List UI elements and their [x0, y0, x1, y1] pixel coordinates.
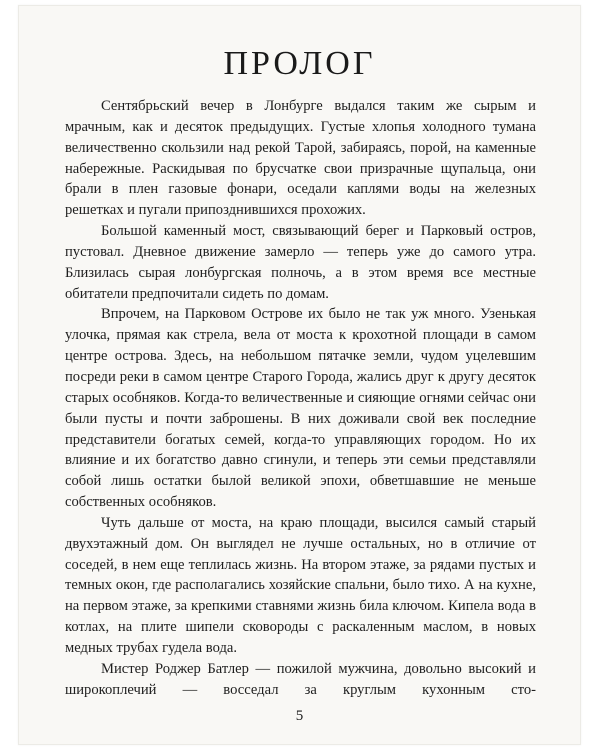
paragraph: Большой каменный мост, связывающий берег и Парковый остров, пустовал. Дневное движение замерло — теперь уже до самого утра. Близилась сырая лонбургская полночь, а в этом время все местные обитатели предпочитали сидеть по домам. — [65, 223, 536, 302]
paragraph: Чуть дальше от моста, на краю площади, высился самый старый двухэтажный дом. Он выглядел не лучше остальных, но в отличие от соседей, в нем еще теплилась жизнь. На втором этаже, за рядами пустых и темных окон, где располагались хозяйские спальни, было тихо. А на кухне, на первом этаже, за крепкими ставнями жизнь била ключом. Кипела вода в котлах, на плите шипели сковороды с раскаленным маслом, в новых медных трубах гудела вода. — [65, 514, 536, 656]
body-text — [65, 96, 536, 700]
paragraph: Мистер Роджер Батлер — пожилой мужчина, довольно высокий и широкоплечий — восседал за круглым кухонным сто- — [65, 660, 536, 698]
book-page — [18, 5, 581, 745]
paragraph: Впрочем, на Парковом Острове их было не так уж много. Узенькая улочка, прямая как стрела, вела от моста к крохотной площади в самом центре острова. Здесь, на небольшом пятачке земли, чудом уцелевшим посреди реки в самом центре Старого Города, жались друг к другу десяток старых особняков. Когда-то величественные и сияющие огнями сейчас они были пусты и почти заброшены. В них доживали свой век последние представители богатых семей, когда-то управляющих городом. Но их влияние и их богатство давно сгинули, и теперь эти семьи представляли собой лишь остатки былой великой эпохи, обветшавшие не меньше собственных особняков. — [65, 306, 536, 511]
paragraph: Сентябрьский вечер в Лонбурге выдался таким же сырым и мрачным, как и десяток предыдущих. Густые хлопья холодного тумана величественно скользили над рекой Тарой, забираясь, порой, на каменные набережные. Раскидывая по брусчатке свои призрачные щупальца, они брали в плен газовые фонари, оседали каплями воды на железных решетках и пугали припозднившихся прохожих. — [65, 98, 536, 219]
chapter-title: ПРОЛОГ — [223, 45, 376, 82]
page-number: 5 — [295, 708, 304, 724]
